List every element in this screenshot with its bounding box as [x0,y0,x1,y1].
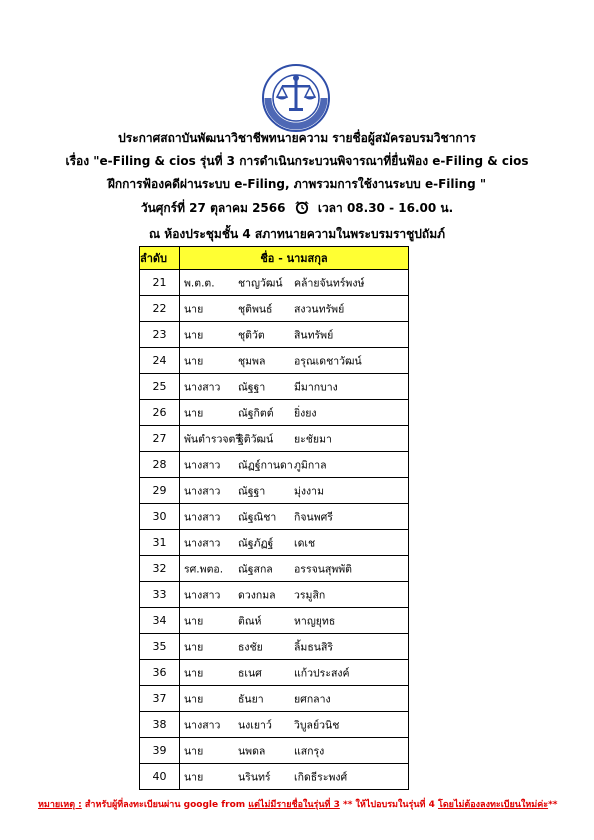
last-name: ยิ่งยง [294,407,317,419]
name-title: พันตำรวจตรี [184,433,241,445]
announcement-header [0,128,594,244]
table-row [140,296,409,322]
person-name-cell [180,764,409,790]
first-name: ธงชัย [238,641,263,653]
row-number: 40 [140,764,180,790]
column-header-number: ลำดับ [140,247,180,270]
row-number: 36 [140,660,180,686]
name-title: นาย [184,771,204,783]
last-name: แสกรุง [294,745,325,757]
last-name: มุ่งงาม [294,485,324,497]
date-time-line [0,198,594,218]
person-name-cell [180,582,409,608]
row-number: 22 [140,296,180,322]
last-name: มีมากบาง [294,381,338,393]
council-seal-logo-icon [262,64,330,132]
person-name-cell [180,296,409,322]
footnote-text-1: สำหรับผู้ที่ลงทะเบียนผ่าน google from [81,800,249,810]
last-name: วรมูสิก [294,589,326,601]
last-name: หาญยุทธ [294,615,336,627]
table-row [140,660,409,686]
row-number: 35 [140,634,180,660]
name-title: นาย [184,615,204,627]
last-name: แก้วประสงค์ [294,667,350,679]
person-name-cell [180,608,409,634]
name-title: นาย [184,745,204,757]
table-row [140,530,409,556]
first-name: ณัฐภัฏฐ์ [238,537,274,549]
last-name: ยศกลาง [294,693,331,705]
name-title: นางสาว [184,459,221,471]
table-row [140,608,409,634]
name-title: พ.ต.ต. [184,277,215,289]
event-date: วันศุกร์ที่ 27 ตุลาคม 2566 [140,201,286,215]
person-name-cell [180,556,409,582]
row-number: 23 [140,322,180,348]
table-row [140,452,409,478]
row-number: 25 [140,374,180,400]
person-name-cell [180,738,409,764]
person-name-cell [180,712,409,738]
table-header-row [140,247,409,270]
person-name-cell [180,634,409,660]
last-name: สินทรัพย์ [294,329,334,341]
table-row [140,426,409,452]
alarm-clock-icon [294,200,310,214]
table-row [140,478,409,504]
person-name-cell [180,348,409,374]
person-name-cell [180,478,409,504]
footnote [38,797,558,811]
last-name: ภูมิกาล [294,459,327,471]
attendee-table [139,246,409,790]
name-title: นางสาว [184,381,221,393]
first-name: ณัฐณิชา [238,511,277,523]
first-name: ณัฏฐ์กานดา [238,459,293,471]
first-name: ชุติวัต [238,329,265,341]
first-name: ธันยา [238,693,264,705]
first-name: ชุมพล [238,355,266,367]
first-name: ชาญวัฒน์ [238,277,283,289]
person-name-cell [180,426,409,452]
last-name: ยะชัยมา [294,433,332,445]
event-time: เวลา 08.30 - 16.00 น. [317,201,454,215]
row-number: 39 [140,738,180,764]
name-title: นางสาว [184,719,221,731]
last-name: อรรจนสุพพัติ [294,563,352,575]
table-row [140,322,409,348]
first-name: นพดล [238,745,266,757]
last-name: วิบูลย์วนิช [294,719,340,731]
name-title: นาย [184,693,204,705]
table-row [140,374,409,400]
name-title: นาย [184,355,204,367]
table-row [140,348,409,374]
name-title: นางสาว [184,589,221,601]
footnote-text-2: ** ให้ไปอบรมในรุ่นที่ 4 [339,800,438,810]
person-name-cell [180,504,409,530]
row-number: 37 [140,686,180,712]
row-number: 32 [140,556,180,582]
name-title: นางสาว [184,511,221,523]
first-name: ณัฐฐา [238,485,266,497]
table-row [140,582,409,608]
footnote-text-3: ** [548,800,558,810]
person-name-cell [180,374,409,400]
row-number: 26 [140,400,180,426]
announcement-title: ประกาศสถาบันพัฒนาวิชาชีพทนายความ รายชื่อผู้สมัครอบรมวิชาการ [118,131,476,145]
name-title: นาย [184,407,204,419]
person-name-cell [180,270,409,296]
table-row [140,400,409,426]
person-name-cell [180,400,409,426]
last-name: เกิดธีระพงศ์ [294,771,348,783]
table-row [140,556,409,582]
table-row [140,738,409,764]
table-row [140,634,409,660]
row-number: 28 [140,452,180,478]
row-number: 27 [140,426,180,452]
person-name-cell [180,686,409,712]
first-name: ธเนศ [238,667,262,679]
name-title: นาย [184,329,204,341]
course-subject-line-2: ฝึกการฟ้องคดีผ่านระบบ e-Filing, ภาพรวมการใช้งานระบบ e-Filing " [107,177,487,191]
name-title: นาย [184,667,204,679]
first-name: ชุติพนธ์ [238,303,273,315]
footnote-emphasis-1: แต่ไม่มีรายชื่อในรุ่นที่ 3 [248,800,340,810]
name-title: นางสาว [184,537,221,549]
event-venue: ณ ห้องประชุมชั้น 4 สภาทนายความในพระบรมราชูปถัมภ์ [148,227,446,241]
last-name: ลิ้มธนสิริ [294,641,333,653]
first-name: ณัฐสกล [238,563,273,575]
name-title: นาย [184,303,204,315]
first-name: ณัฐฐา [238,381,266,393]
name-title: นางสาว [184,485,221,497]
person-name-cell [180,452,409,478]
row-number: 34 [140,608,180,634]
last-name: สงวนทรัพย์ [294,303,345,315]
row-number: 24 [140,348,180,374]
first-name: ดวงกมล [238,589,276,601]
table-row [140,504,409,530]
first-name: ฐิติวัฒน์ [238,433,274,445]
name-title: รศ.พตอ. [184,563,224,575]
name-title: นาย [184,641,204,653]
first-name: ณัฐกิตต์ [238,407,274,419]
table-row [140,712,409,738]
course-subject-line: เรื่อง "e-Filing & cios รุ่นที่ 3 การดำเนินกระบวนพิจารณาที่ยื่นฟ้อง e-Filing & cios [65,154,529,168]
first-name: นรินทร์ [238,771,271,783]
row-number: 29 [140,478,180,504]
table-row [140,686,409,712]
last-name: คล้ายจันทร์พงษ์ [294,277,365,289]
footnote-emphasis-2: โดยไม่ต้องลงทะเบียนใหม่ค่ะ [438,800,549,810]
first-name: ติณห์ [238,615,262,627]
person-name-cell [180,660,409,686]
footnote-label: หมายเหตุ : [38,800,82,810]
person-name-cell [180,530,409,556]
row-number: 31 [140,530,180,556]
last-name: กิจนพศรี [294,511,333,523]
table-row [140,764,409,790]
column-header-name: ชื่อ - นามสกุล [180,247,409,270]
row-number: 21 [140,270,180,296]
table-row [140,270,409,296]
first-name: นงเยาว์ [238,719,272,731]
last-name: อรุณเดชาวัฒน์ [294,355,362,367]
person-name-cell [180,322,409,348]
row-number: 30 [140,504,180,530]
last-name: เดเช [294,537,316,549]
row-number: 38 [140,712,180,738]
attendee-table-body [140,270,409,790]
row-number: 33 [140,582,180,608]
